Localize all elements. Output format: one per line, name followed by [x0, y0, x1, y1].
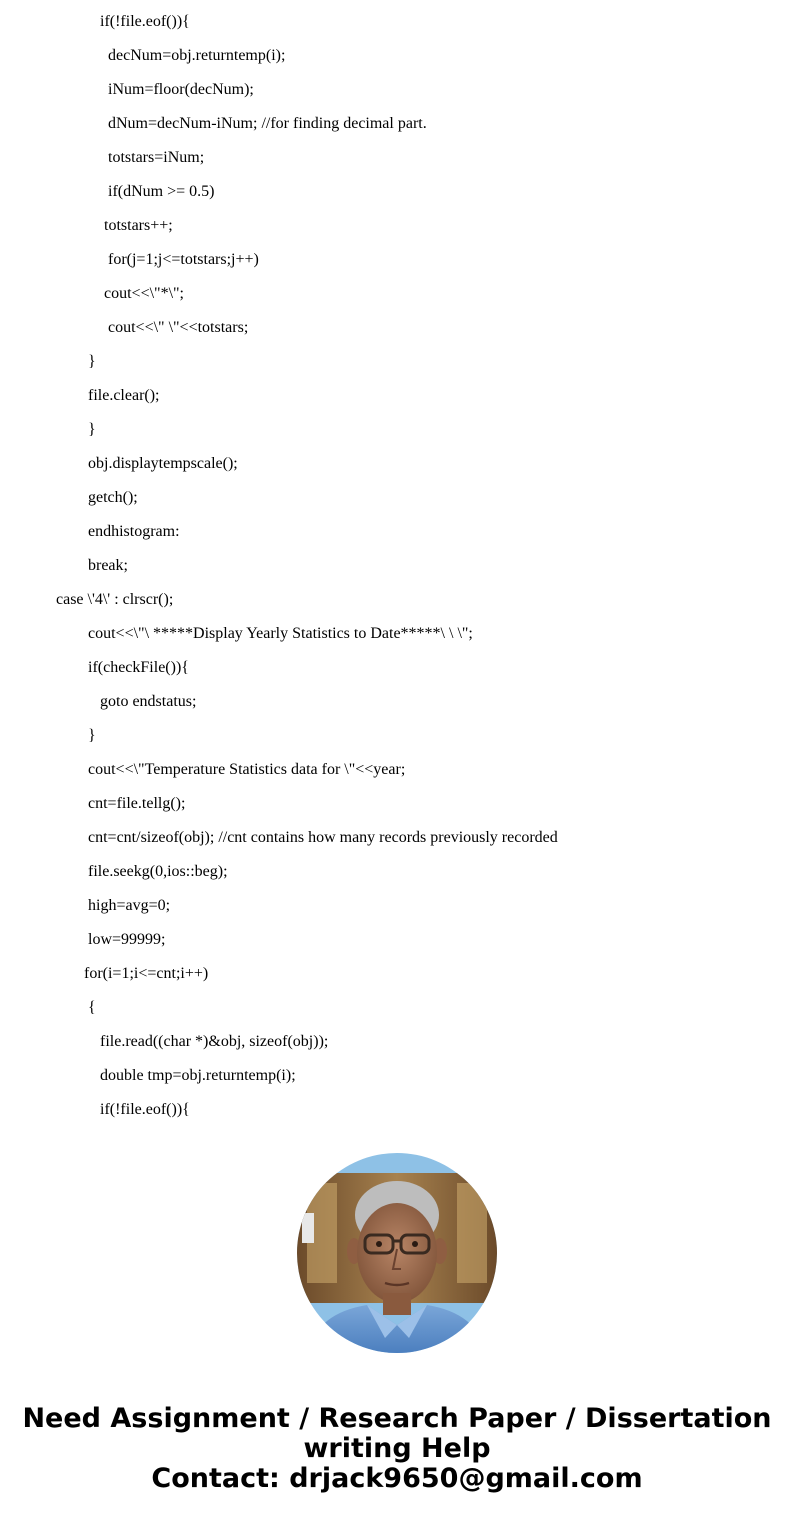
code-line: if(checkFile()){ [88, 659, 189, 676]
code-line: cout<<\"*\"; [104, 285, 184, 302]
code-line: for(i=1;i<=cnt;i++) [84, 965, 209, 982]
code-line: cout<<\"Temperature Statistics data for \"<<year; [88, 761, 406, 778]
code-line: file.clear(); [88, 387, 160, 404]
code-line: double tmp=obj.returntemp(i); [100, 1067, 296, 1084]
code-line: cout<<\"\ *****Display Yearly Statistics to Date*****\ \ \"; [88, 625, 473, 642]
code-line: goto endstatus; [100, 693, 197, 710]
code-line: low=99999; [88, 931, 166, 948]
code-line: } [88, 353, 96, 370]
code-line: high=avg=0; [88, 897, 171, 914]
code-line: obj.displaytempscale(); [88, 455, 238, 472]
code-line: if(dNum >= 0.5) [108, 183, 215, 200]
footer-line-1: Need Assignment / Research Paper / Dissertation [22, 1403, 772, 1434]
code-line: } [88, 727, 96, 744]
code-line: file.seekg(0,ios::beg); [88, 863, 228, 880]
code-line: file.read((char *)&obj, sizeof(obj)); [100, 1033, 329, 1050]
author-photo-illustration [297, 1153, 497, 1353]
code-line: cnt=file.tellg(); [88, 795, 186, 812]
code-line: decNum=obj.returntemp(i); [108, 47, 286, 64]
author-photo [297, 1153, 497, 1353]
code-line: { [88, 999, 96, 1016]
footer-contact-line: Contact: drjack9650@gmail.com [151, 1463, 643, 1494]
code-line: getch(); [88, 489, 138, 506]
footer-line-2: writing Help [303, 1433, 491, 1464]
code-line: case \'4\' : clrscr(); [56, 591, 174, 608]
code-line: totstars=iNum; [108, 149, 205, 166]
code-line: totstars++; [104, 217, 173, 234]
code-line: endhistogram: [88, 523, 180, 540]
code-line: for(j=1;j<=totstars;j++) [108, 251, 259, 268]
code-line: if(!file.eof()){ [100, 1101, 190, 1118]
code-line: break; [88, 557, 128, 574]
code-line: if(!file.eof()){ [100, 13, 190, 30]
code-line: dNum=decNum-iNum; //for finding decimal part. [108, 115, 427, 132]
code-line: } [88, 421, 96, 438]
code-line: cout<<\" \"<<totstars; [108, 319, 249, 336]
code-line: cnt=cnt/sizeof(obj); //cnt contains how many records previously recorded [88, 829, 558, 846]
code-line: iNum=floor(decNum); [108, 81, 254, 98]
